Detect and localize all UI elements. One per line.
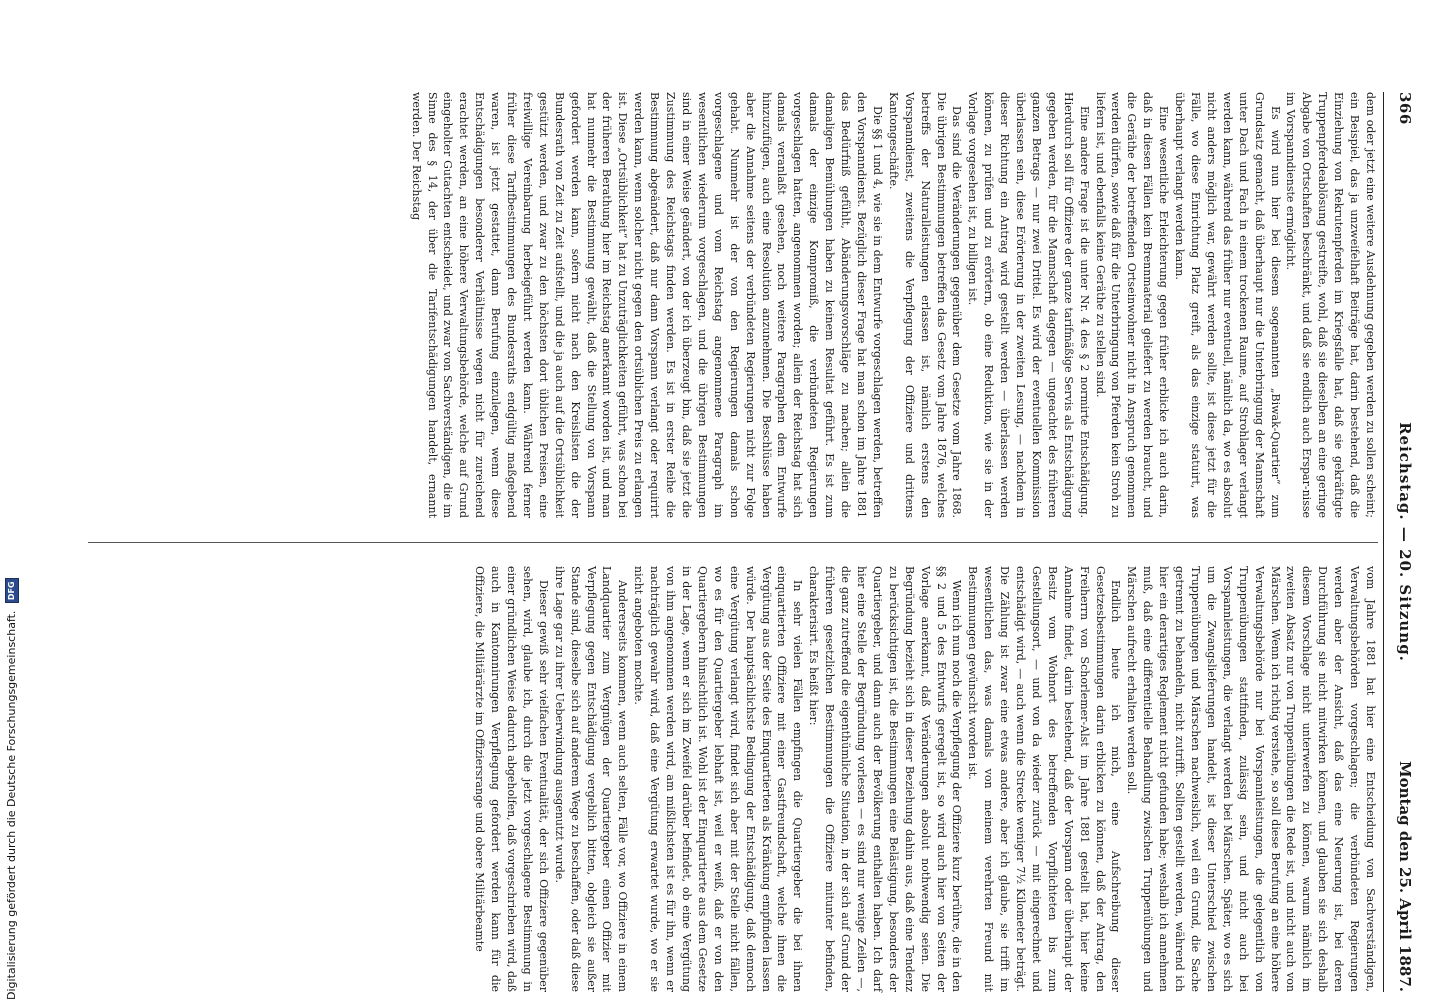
credit-text: Digitalisierung gefördert durch die Deutsche Forschungsgemeinschaft.	[5, 610, 18, 1000]
paragraph: Eine wesentliche Erleichterung gegen früher erblicke ich auch darin, daß in diesen Fällen kein Brennmaterial geliefert zu werden braucht, und die Geräthe der betreffenden Ortseinwohner nicht in Anspruch genommen werden dürfen, sowie daß für die Unterbringung von Pferden kein Stroh zu liefern ist, und ebenfalls keine Geräthe zu stellen sind.	[1093, 92, 1171, 518]
paragraph: Wenn ich nun noch die Verpflegung der Offiziere kurz berühre, die in den §§ 2 und 5 des Entwurfs geregelt ist, so wird auch hier von Seiten der Vorlage anerkannt, daß Veränderungen absolut nothwendig seien. Die Begründung bezieht sich in dieser Beziehung dahin aus, daß eine Tendenz zu berücksichtigen ist, die Bestimmungen eine Belästigung, besonders der Quartiergeber, und dann auch der Bevölkerung enthalten haben. Ich darf hier eine Stelle der Begründung vorlesen — es sind nur wenige Zeilen —, die ganz zutreffend die eigenthümliche Situation, in der sich auf Grund der früheren gesetzlichen Bestimmungen die Offiziere mitunter befinden, charakterisirt. Es heißt hier:	[807, 566, 964, 992]
column-divider	[88, 542, 1378, 543]
paragraph: Endlich heute ich mich, eine Aufschreibung dieser Gesetzesbestimmungen darin erblicken zu können, daß der Antrag, den Freiherrn von Schorlemer-Alst im Jahre 1881 gestellt hat, hier keine Annahme findet, darin bestehend, daß der Vorspann oder überhaupt der Besitz vom Wohnort des betreffenden Vorpflichteten bis zum Gestellungsort, — und von da wieder zurück — mit eingerechnet und entschädigt wird, — auch wenn die Strecke weniger 7½ Kilometer beträgt. Die Zählung ist zwar eine etwas andere, aber ich glaube, sie trifft im wesentlichen das, was damals von meinem verehrten Freund mit Bestimmungen gewünscht worden ist.	[966, 566, 1123, 992]
paragraph: Andererseits kommen, wenn auch selten, Fälle vor, wo Offiziere in einem Landquartier zum Vergnügen der Quartiergeber einen Offizier mit Verpflegung gegen Entschädigung vergeblich bitten, obgleich sie außer Stande sind, dieselbe sich auf anderem Wege zu beschaffen, oder daß diese ihre Lage gar zu ihrer Ueberwindung ausgenutzt wurde.	[552, 566, 630, 992]
page-header	[1388, 92, 1422, 992]
paragraph: Es wird nun hier bei diesem sogenannten „Biwak-Quartier“ zum Grundsatz gemacht, daß überhaupt nur die Unterbringung der Mannschaft unter Dach und Fach in einem trockenen Raume, auf Strohlager verlangt werden kann, während das früher nur eventuell, nämlich da, wo es absolut nicht anders möglich war, gewährt werden sollte, ist diese jetzt für die Fälle, wo diese Einrichtung Platz greift, als das einzige statuirt, was überhaupt verlangt werden kann.	[1173, 92, 1282, 518]
digitization-credit	[2, 581, 22, 1000]
dfg-logo: DFG	[5, 578, 19, 603]
paragraph: Dieser gewiß sehr vielfachen Eventualität, der sich Offiziere gegenüber sehen, wird, glaube ich, durch die jetzt vorgeschlagene Bestimmung in einer gründlichen Weise dadurch abgeholfen, daß vorgeschrieben wird, daß auch in Kantonnirungen Verpflegung gefordert werden kann für die Offiziere, die Militärärzte im Offiziersrange und obere Militärbeamte	[473, 566, 550, 992]
paragraph: dem oder jetzt eine weitere Ausdehnung gegeben werden zu sollen scheint; ein Beispiel, das ja unzweifelhaft Beiträge hat, darin bestehend, daß die Einziehung von Rekrutenpferden im Kriegsfalle hat, daß sie gekräftigte Truppenpferdeablösung gestreifte, wohl, daß sie dieselben an eine geringe Abgabe von Ortschaften beschränkt, und daß sie endlich auch Erspar-nisse im Vorspanndienste ermöglicht.	[1284, 92, 1377, 518]
paragraph: vom Jahre 1881 hat hier eine Entscheidung von Sachverständigen, Verwaltungsbehörden vorgeschlagen; die verbündeten Regierungen werden aber der Ansicht, daß das eine Neuerung ist, bei deren Durchführung sie nicht mitwirken können, und glauben sie sich deshalb diesem Vorschlage nicht unterwerfen zu können, warum nämlich im zweiten Absatz nur von Truppenübungen die Rede ist, und nicht auch von Märschen. Wenn ich richtig verstehe, so soll diese Berufung an eine höhere Verwaltungsbehörde nur bei Vorspannleistungen, die gelegentlich von Truppenübungen stattfinden, zulässig sein, und nicht auch bei Vorspannleistungen, die verlangt werden bei Märschen. Später, wo es sich um die Zwangslieferungen handelt, ist dieser Unterschied zwischen Truppenübungen und Märschen nachweislich, weil ein Grund, die Sache getrennt zu behandeln, nicht zutrifft. Sollten gestellt werden, während ich hier ein derartiges Reglement nicht gefunden habe; weshalb ich annehmen muß, daß eine differentielle Behandlung zwischen Truppenübungen und Märschen aufrecht erhalten werden soll.	[1125, 566, 1377, 992]
scanned-page	[82, 92, 1422, 992]
text-column-left	[88, 92, 1378, 518]
paragraph: Das sind die Veränderungen gegenüber dem Gesetze vom Jahre 1868. Die übrigen Bestimmungen betreffen das Gesetz vom Jahre 1876, welches betreffs der Naturalleistungen erlassen ist, nämlich erstens den Vorspanndienst, zweitens die Verpflegung der Offiziere und drittens Kantongeschäfte.	[886, 92, 964, 518]
paragraph: In sehr vielen Fällen empfingen die Quartiergeber die bei ihnen einquartierten Offiziere mit einer Gastfreundschaft, welche ihnen die Vergütung aus der Seite des Einquartierten als Kränkung empfinden lassen würde. Der hauptsächlichste Bedingung der Entschädigung, daß dennoch eine Vergütung verlangt wird, findet sich aber mit der Stelle nicht fällen, wo es für den Quartiergeber lebhaft ist, weil er weiß, daß er von den Quartiergebern hinsichtlich ist. Wohl ist der Einquartierte aus dem Gesetze in der Lage, wenn er sich im Zweifel darüber befindet, ob eine Vergütung von ihm angenommen werden wird, am mißlichsten ist es für ihn, wenn er nachträglich gewahr wird, daß eine Vergütung erwartet wurde, wo er sie nicht angeboten mochte.	[632, 566, 805, 992]
text-column-right	[88, 566, 1378, 992]
page-date: Montag den 25. April 1887.	[1396, 761, 1414, 992]
paragraph: Eine andere Frage ist die unter Nr. 4 des § 2 normirte Entschädigung. Hierdurch soll für Offiziere der ganze tarifmäßige Servis als Entschädigung gegeben werden, für die Mannschaft dagegen — ungeachtet des früheren ganzen Betrags — nur zwei Drittel. Es wird der eventuellen Kommission überlassen sein, diese Erörterung in der zweiten Lesung, — nachdem in dieser Richtung ein Antrag wird gestellt werden — überlassen werden können, zu prüfen und zu erörtern, ob eine Reduktion, wie sie in der Vorlage vorgesehen ist, zu billigen ist.	[966, 92, 1091, 518]
header-rule	[1383, 92, 1384, 992]
credit-line	[2, 581, 22, 1000]
running-title: Reichstag. — 20. Sitzung.	[1396, 422, 1414, 662]
page-number: 366	[1396, 92, 1414, 125]
paragraph: Die §§ 1 und 4, wie sie in dem Entwurfe vorgeschlagen werden, betreffen den Vorspanndienst. Bezüglich dieser Frage hat man schon im Jahre 1881 das Bedürfniß gefühlt, Abänderungsvorschläge zu machen; allein die damaligen Bemühungen haben zu keinem Resultat geführt. Es ist zum damals der einzige Kompromiß, die verbündeten Regierungen vorgeschlagen hatten, angenommen worden; allein der Reichstag hat sich damals veranlaßt gesehen, noch weitere Paragraphen dem Entwurfe hinzuzufügen, auch eine Resolution anzunehmen. Die Beschlüsse haben aber die Annahme seitens der verbündeten Regierungen nicht zur Folge gehabt. Nunmehr ist der von den Regierungen damals schon vorgeschlagene und vom Reichstag angenommene Paragraph im wesentlichen wiederum vorgeschlagen, und die übrigen Bestimmungen sind in einer Weise geändert, von der ich überzeugt bin, daß sie jetzt die Zustimmung des Reichstags finden werden. Es ist in erster Reihe die Bestimmung abgeändert, daß nur dann Vorspann verlangt oder requirirt werden kann, wenn solcher nicht gegen den ortsüblichen Preis zu erlangen ist. Diese „Ortsüblichkeit“ hat zu Unzuträglichkeiten geführt, was schon bei der früheren Berathung hier im Reichstag anerkannt worden ist, und man hat nunmehr die Bestimmung gewählt, daß die Stellung von Vorspann gefordert werden kann, sofern nicht nach den Kreislisten die der Bundesrath von Zeit zu Zeit aufstellt, und die ja auch auf die Ortsüblichkeit gestützt werden, und zwar zu den höchsten dort üblichen Preisen, eine freiwillige Vereinbarung herbeigeführt werden kann. Während ferner früher diese Tarifbestimmungen des Bundesraths endgültig maßgebend waren, ist jetzt gestattet, dann Berufung einzulegen, wenn diese Entschädigungen besonderer Verhältnisse wegen nicht für zureichend erachtet werden, an eine höhere Verwaltungsbehörde, welche auf Grund eingeholter Gutachten entscheidet, und zwar von Sachverständigen, die im Sinne des § 14, der über die Tarifentschädigungen handelt, ernannt werden. Der Reichstag	[409, 92, 884, 518]
